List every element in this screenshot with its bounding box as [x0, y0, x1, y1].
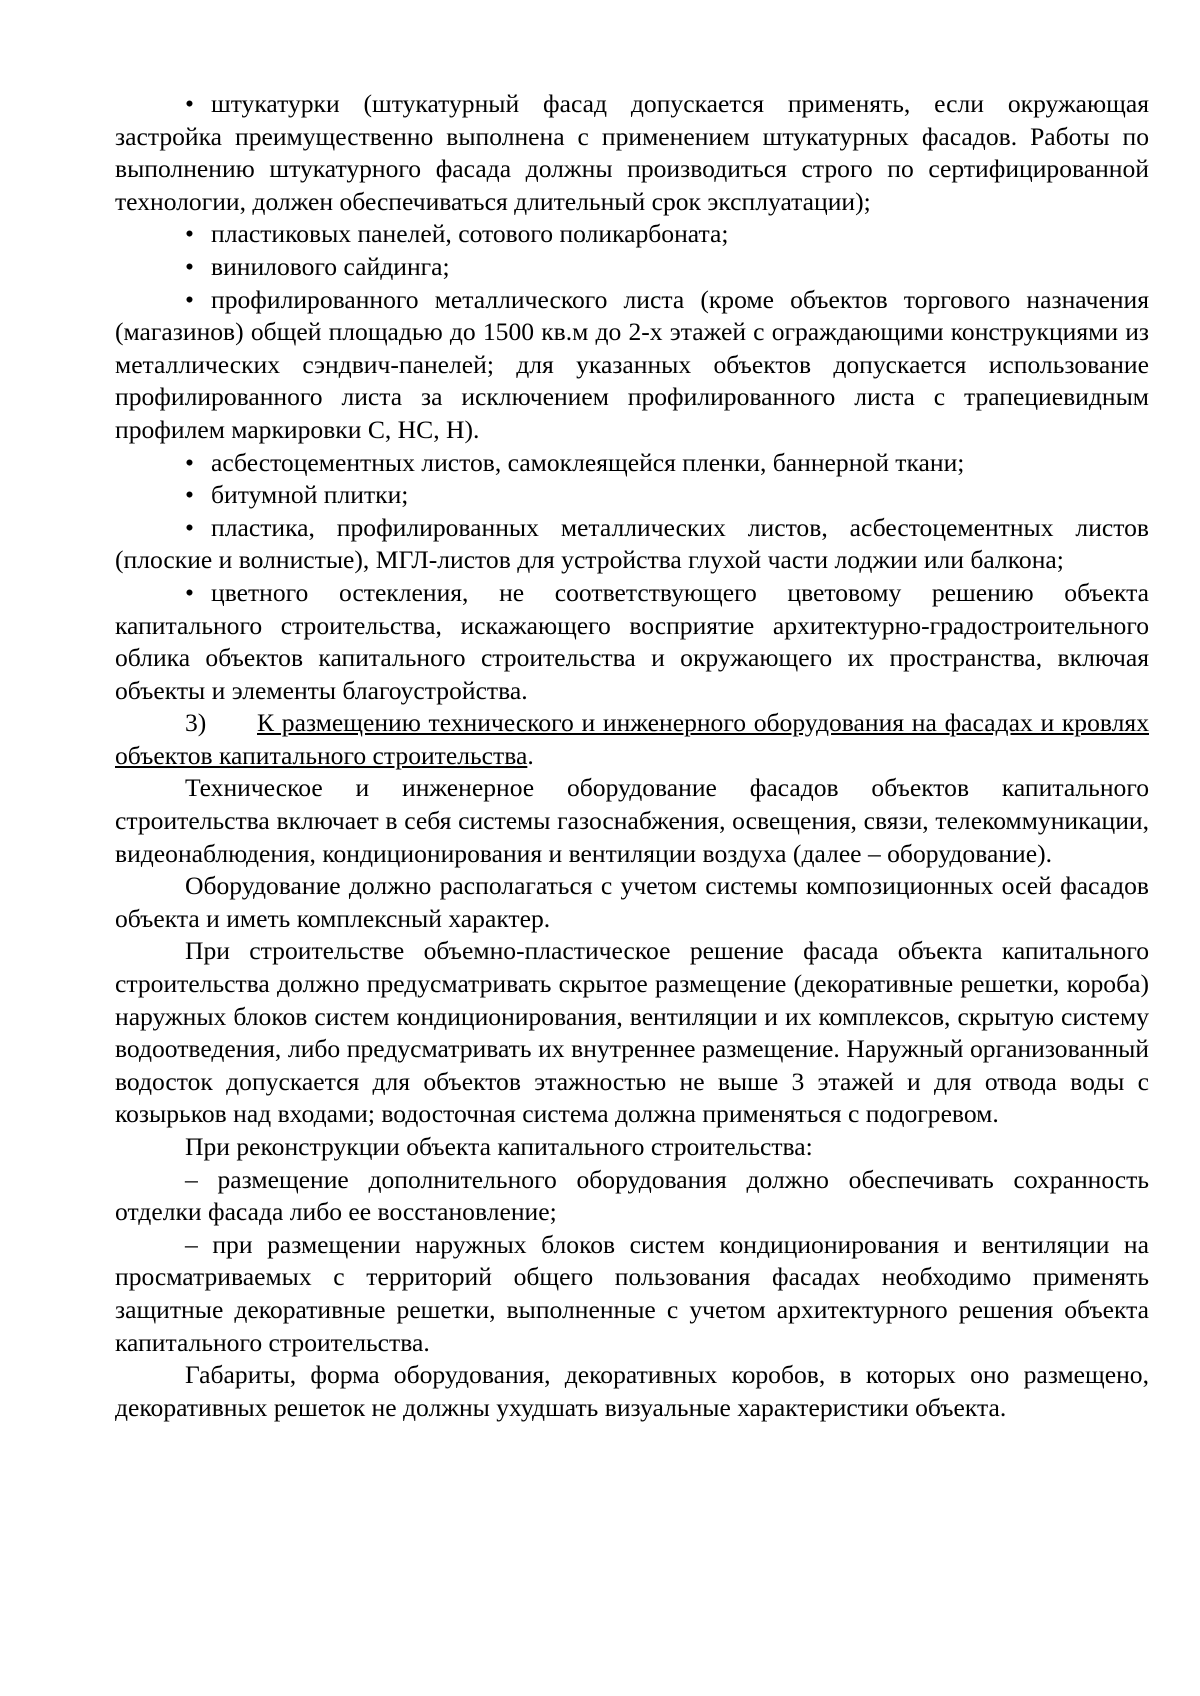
paragraph: При строительстве объемно-пластическое решение фасада объекта капитального строительства должно предусматривать скрытое размещение (декоративные решетки, короба) наружных блоков систем кондиционирования, вентиляции и их комплексов, скрытую систему водоотведения, либо предусматривать их внутреннее размещение. Наружный организованный водосток допускается для объектов этажностью не выше 3 этажей и для отвода воды с козырьков над входами; водосточная система должна применяться с подогревом.: [115, 936, 1149, 1129]
bullet-item: • пластика, профилированных металлических листов, асбестоцементных листов (плоские и волнистые), МГЛ-листов для устройства глухой части лоджии или балкона;: [115, 512, 1149, 577]
document-page: [115, 88, 1149, 1424]
section-number: 3): [185, 708, 207, 738]
paragraph: Техническое и инженерное оборудование фасадов объектов капитального строительства включает в себя системы газоснабжения, освещения, связи, телекоммуникации, видеонаблюдения, кондиционирования и вентиляции воздуха (далее – оборудование).: [115, 773, 1149, 868]
bullet-item: • пластиковых панелей, сотового поликарбоната;: [115, 218, 1149, 251]
closing-paragraph: Габариты, форма оборудования, декоративных коробов, в которых оно размещено, декоративных решеток не должны ухудшать визуальные характеристики объекта.: [115, 1360, 1149, 1422]
bullet-item: • штукатурки (штукатурный фасад допускается применять, если окружающая застройка преимущественно выполнена с применением штукатурных фасадов. Работы по выполнению штукатурного фасада должны производиться строго по сертифицированной технологии, должен обеспечиваться длительный срок эксплуатации);: [115, 88, 1149, 218]
bullet-item: • битумной плитки;: [115, 479, 1149, 512]
section-heading-text: К размещению технического и инженерного оборудования на фасадах и кровлях объектов капитального строительства: [115, 708, 1149, 770]
bullet-item: • винилового сайдинга;: [115, 251, 1149, 284]
dash-item: – при размещении наружных блоков систем кондиционирования и вентиляции на просматриваемых с территорий общего пользования фасадах необходимо применять защитные декоративные решетки, выполненные с учетом архитектурного решения объекта капитального строительства.: [115, 1229, 1149, 1359]
bullet-item: • профилированного металлического листа (кроме объектов торгового назначения (магазинов) общей площадью до 1500 кв.м до 2-х этажей с ограждающими конструкциями из металлических сэндвич-панелей; для указанных объектов допускается использование профилированного листа за исключением профилированного листа с трапециевидным профилем маркировки С, НС, Н).: [115, 284, 1149, 447]
bullet-item: • асбестоцементных листов, самоклеящейся пленки, баннерной ткани;: [115, 447, 1149, 480]
section-heading-period: .: [527, 740, 534, 770]
bullet-item: • цветного остекления, не соответствующего цветовому решению объекта капитального строительства, искажающего восприятие архитектурно-градостроительного облика объектов капитального строительства и окружающего их пространства, включая объекты и элементы благоустройства.: [115, 577, 1149, 707]
paragraph: При реконструкции объекта капитального строительства:: [185, 1132, 813, 1161]
paragraph: Оборудование должно располагаться с учетом системы композиционных осей фасадов объекта и иметь комплексный характер.: [115, 871, 1149, 933]
section-heading: [115, 707, 1149, 772]
dash-item: – размещение дополнительного оборудования должно обеспечивать сохранность отделки фасада либо ее восстановление;: [115, 1164, 1149, 1229]
